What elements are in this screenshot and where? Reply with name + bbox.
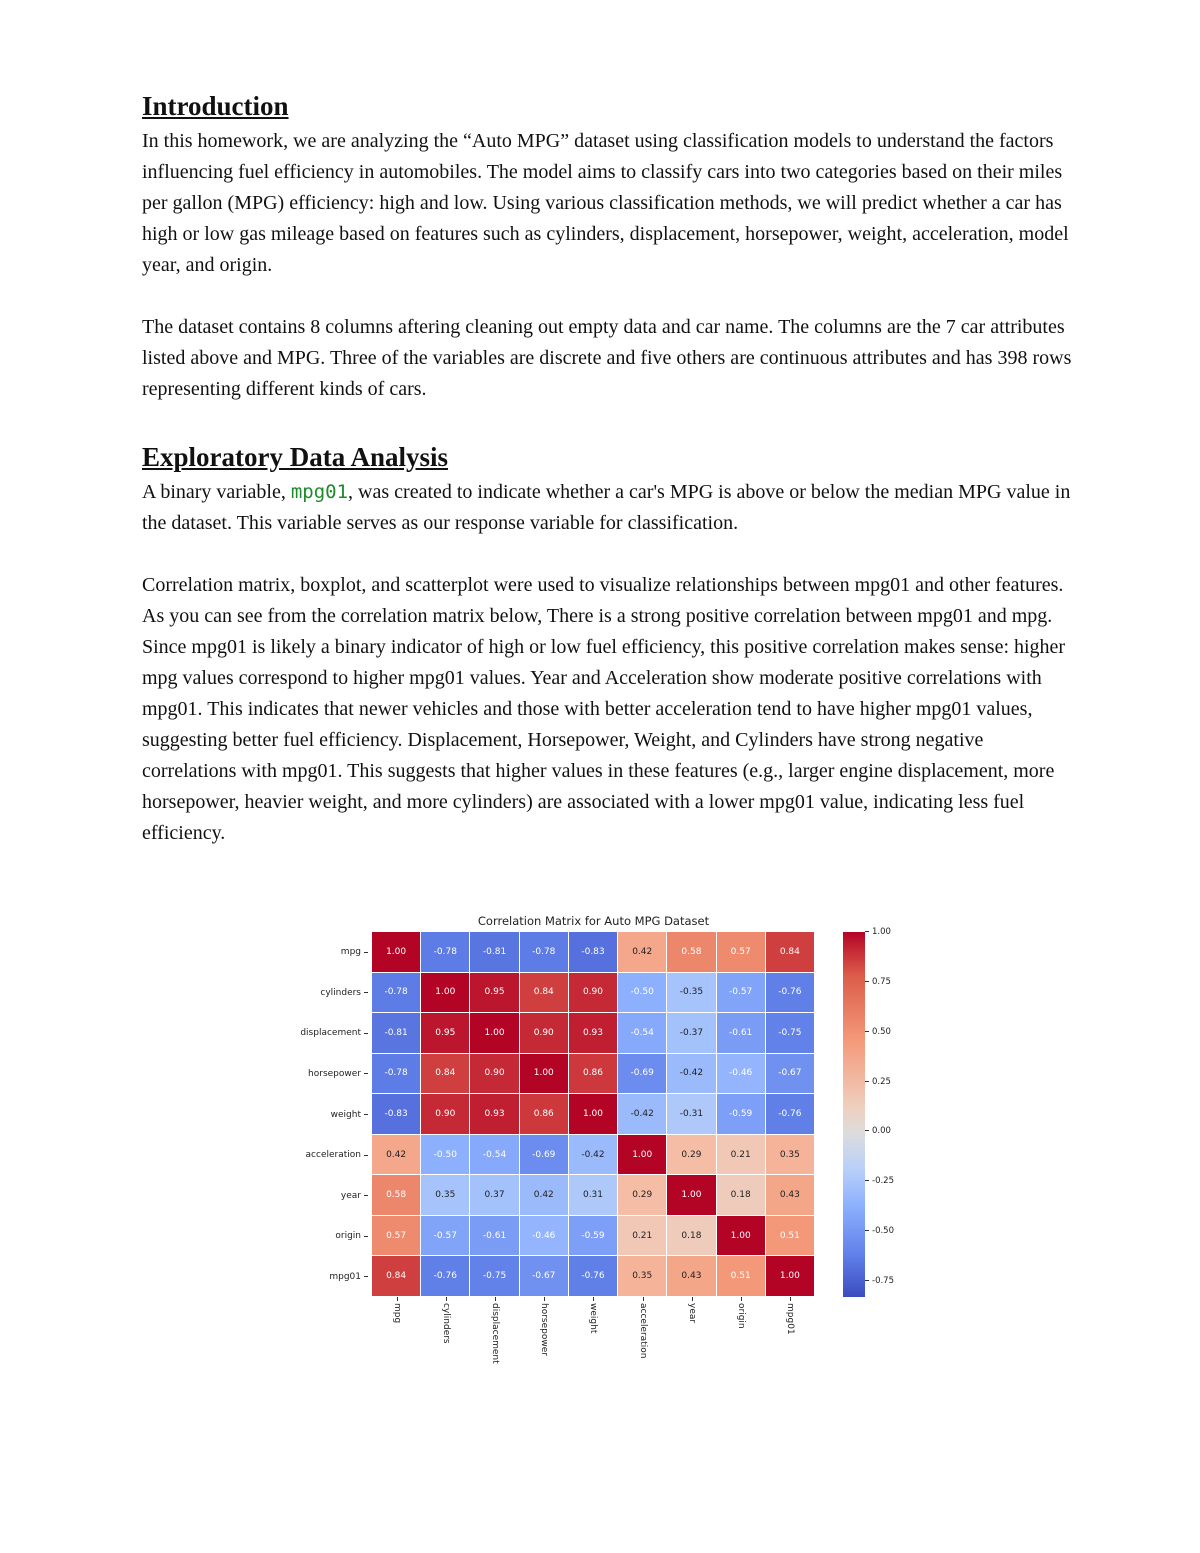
- eda-heading: Exploratory Data Analysis: [142, 442, 449, 472]
- heatmap-cell: -0.50: [618, 973, 667, 1014]
- colorbar-ticks: [865, 927, 925, 1297]
- heatmap-cell: 0.95: [470, 973, 519, 1014]
- x-tick-label: weight: [569, 1297, 618, 1367]
- heatmap-cell: -0.35: [667, 973, 716, 1014]
- eda-paragraph-2: Correlation matrix, boxplot, and scatterplot were used to visualize relationships between mpg01 and other features. As you can see from the correlation matrix below, There is a strong positive correlation between mpg01 and mpg. Since mpg01 is likely a binary indicator of high or low fuel efficiency, this positive correlation makes sense: higher mpg values correspond to higher mpg01 values. Year and Acceleration show moderate positive correlations with mpg01. This indicates that newer vehicles and those with better acceleration tend to have higher mpg01 values, suggesting better fuel efficiency. Displacement, Horsepower, Weight, and Cylinders have strong negative correlations with mpg01. This suggests that higher values in these features (e.g., larger engine displacement, more horsepower, heavier weight, and more cylinders) are associated with a lower mpg01 value, indicating less fuel efficiency.: [142, 574, 1066, 844]
- eda-p1-text-a: A binary variable,: [142, 481, 291, 503]
- x-axis-labels: [372, 1297, 815, 1367]
- heatmap-cell: 0.43: [667, 1256, 716, 1297]
- heatmap-cell: 0.37: [470, 1175, 519, 1216]
- heatmap-cell: 1.00: [766, 1256, 815, 1297]
- heatmap-cell: -0.61: [717, 1013, 766, 1054]
- heatmap-cell: 0.18: [717, 1175, 766, 1216]
- heatmap-cell: 1.00: [470, 1013, 519, 1054]
- heatmap-cell: -0.81: [372, 1013, 421, 1054]
- heatmap-cell: 0.51: [717, 1256, 766, 1297]
- y-tick-label: acceleration: [300, 1135, 370, 1176]
- heatmap-cell: 0.29: [618, 1175, 667, 1216]
- heatmap-cell: -0.54: [618, 1013, 667, 1054]
- x-tick-label: mpg: [372, 1297, 421, 1367]
- heatmap-cell: 1.00: [717, 1216, 766, 1257]
- heatmap-cell: -0.81: [470, 932, 519, 973]
- heatmap-cell: 0.29: [667, 1135, 716, 1176]
- heatmap-cell: 0.42: [372, 1135, 421, 1176]
- heatmap-cell: 1.00: [372, 932, 421, 973]
- heatmap-cell: -0.57: [717, 973, 766, 1014]
- heatmap-cell: 0.90: [520, 1013, 569, 1054]
- heatmap-cell: -0.69: [520, 1135, 569, 1176]
- heatmap-cell: -0.46: [717, 1054, 766, 1095]
- heatmap-cell: -0.78: [372, 973, 421, 1014]
- eda-p1-text-b: , was created to indicate whether a car's MPG is above or below the median MPG value in the dataset. This variable serves as our response variable for classification.: [142, 481, 1071, 534]
- heatmap-cell: -0.67: [766, 1054, 815, 1095]
- heatmap-cell: 0.84: [766, 932, 815, 973]
- heatmap-cell: -0.42: [569, 1135, 618, 1176]
- heatmap-cell: 0.84: [372, 1256, 421, 1297]
- heatmap-cell: 0.90: [421, 1094, 470, 1135]
- heatmap-cell: -0.83: [372, 1094, 421, 1135]
- heatmap-cell: 1.00: [618, 1135, 667, 1176]
- heatmap-cell: -0.76: [421, 1256, 470, 1297]
- heatmap-cell: 1.00: [520, 1054, 569, 1095]
- heatmap-cell: 0.18: [667, 1216, 716, 1257]
- heatmap-cell: 0.35: [618, 1256, 667, 1297]
- heatmap-cell: -0.76: [569, 1256, 618, 1297]
- colorbar: [843, 932, 865, 1297]
- heatmap-cell: 0.93: [470, 1094, 519, 1135]
- colorbar-tick-label: 0.25: [865, 1077, 891, 1087]
- x-tick-label: year: [667, 1297, 716, 1367]
- colorbar-tick-label: 0.50: [865, 1027, 891, 1037]
- x-tick-label: displacement: [470, 1297, 519, 1367]
- colorbar-tick-label: -0.50: [865, 1226, 894, 1236]
- y-tick-label: year: [300, 1175, 370, 1216]
- heatmap-cell: 0.86: [569, 1054, 618, 1095]
- heatmap-cell: 0.31: [569, 1175, 618, 1216]
- x-tick-label: acceleration: [618, 1297, 667, 1367]
- x-tick-label: cylinders: [421, 1297, 470, 1367]
- heatmap-cell: -0.54: [470, 1135, 519, 1176]
- colorbar-tick-label: -0.75: [865, 1276, 894, 1286]
- heatmap-cell: 1.00: [667, 1175, 716, 1216]
- heatmap-cell: -0.76: [766, 1094, 815, 1135]
- heatmap-cell: -0.57: [421, 1216, 470, 1257]
- y-tick-label: mpg: [300, 932, 370, 973]
- y-tick-label: horsepower: [300, 1054, 370, 1095]
- heatmap-cell: -0.75: [766, 1013, 815, 1054]
- heatmap-cell: -0.59: [717, 1094, 766, 1135]
- heatmap-cell: 0.35: [766, 1135, 815, 1176]
- x-tick-label: origin: [717, 1297, 766, 1367]
- y-tick-label: weight: [300, 1094, 370, 1135]
- heatmap-cell: -0.67: [520, 1256, 569, 1297]
- colorbar-tick-label: -0.25: [865, 1176, 894, 1186]
- colorbar-tick-label: 0.75: [865, 977, 891, 987]
- heatmap-cell: -0.42: [667, 1054, 716, 1095]
- eda-paragraph-1: [142, 477, 1072, 539]
- correlation-heatmap: [300, 912, 940, 1372]
- y-axis-labels: [300, 932, 370, 1297]
- heatmap-cell: -0.59: [569, 1216, 618, 1257]
- chart-title: Correlation Matrix for Auto MPG Dataset: [477, 914, 710, 928]
- colorbar-tick-label: 1.00: [865, 927, 891, 937]
- heatmap-cell: 0.86: [520, 1094, 569, 1135]
- colorbar-tick-label: 0.00: [865, 1126, 891, 1136]
- heatmap-cell: -0.42: [618, 1094, 667, 1135]
- heatmap-cell: 0.90: [569, 973, 618, 1014]
- heatmap-cell: -0.61: [470, 1216, 519, 1257]
- heatmap-cell: 0.57: [717, 932, 766, 973]
- heatmap-cell: 0.42: [520, 1175, 569, 1216]
- intro-paragraph-1: In this homework, we are analyzing the “Auto MPG” dataset using classification models to understand the factors influencing fuel efficiency in automobiles. The model aims to classify cars into two categories based on their miles per gallon (MPG) efficiency: high and low. Using various classification methods, we will predict whether a car has high or low gas mileage based on features such as cylinders, displacement, horsepower, weight, acceleration, model year, and origin.: [142, 130, 1069, 276]
- heatmap-cell: -0.78: [421, 932, 470, 973]
- heatmap-cell: 0.84: [520, 973, 569, 1014]
- x-tick-label: horsepower: [520, 1297, 569, 1367]
- y-tick-label: mpg01: [300, 1257, 370, 1298]
- y-tick-label: origin: [300, 1216, 370, 1257]
- heatmap-cell: 1.00: [421, 973, 470, 1014]
- heatmap-cell: -0.75: [470, 1256, 519, 1297]
- y-tick-label: displacement: [300, 1013, 370, 1054]
- heatmap-cell: 0.93: [569, 1013, 618, 1054]
- mpg01-code: mpg01: [290, 481, 349, 503]
- heatmap-cell: 0.95: [421, 1013, 470, 1054]
- heatmap-cell: 0.43: [766, 1175, 815, 1216]
- heatmap-cell: -0.83: [569, 932, 618, 973]
- heatmap-cell: 0.58: [667, 932, 716, 973]
- heatmap-cell: -0.37: [667, 1013, 716, 1054]
- x-tick-label: mpg01: [766, 1297, 815, 1367]
- heatmap-cell: -0.69: [618, 1054, 667, 1095]
- heatmap-cell: 0.35: [421, 1175, 470, 1216]
- heatmap-cell: 0.57: [372, 1216, 421, 1257]
- heatmap-cell: 0.84: [421, 1054, 470, 1095]
- heatmap-cell: 0.51: [766, 1216, 815, 1257]
- heatmap-cell: 0.42: [618, 932, 667, 973]
- heatmap-cell: 1.00: [569, 1094, 618, 1135]
- heatmap-cell: -0.31: [667, 1094, 716, 1135]
- heatmap-cell: -0.78: [372, 1054, 421, 1095]
- heatmap-cell: -0.46: [520, 1216, 569, 1257]
- introduction-heading: Introduction: [142, 91, 289, 121]
- heatmap-cell: -0.78: [520, 932, 569, 973]
- y-tick-label: cylinders: [300, 973, 370, 1014]
- heatmap-grid: [372, 932, 815, 1297]
- heatmap-cell: 0.21: [618, 1216, 667, 1257]
- heatmap-cell: 0.58: [372, 1175, 421, 1216]
- heatmap-cell: -0.50: [421, 1135, 470, 1176]
- intro-paragraph-2: The dataset contains 8 columns aftering cleaning out empty data and car name. The columns are the 7 car attributes listed above and MPG. Three of the variables are discrete and five others are continuous attributes and has 398 rows representing different kinds of cars.: [142, 316, 1072, 400]
- heatmap-cell: 0.21: [717, 1135, 766, 1176]
- heatmap-cell: -0.76: [766, 973, 815, 1014]
- document-page: [142, 88, 1072, 849]
- heatmap-cell: 0.90: [470, 1054, 519, 1095]
